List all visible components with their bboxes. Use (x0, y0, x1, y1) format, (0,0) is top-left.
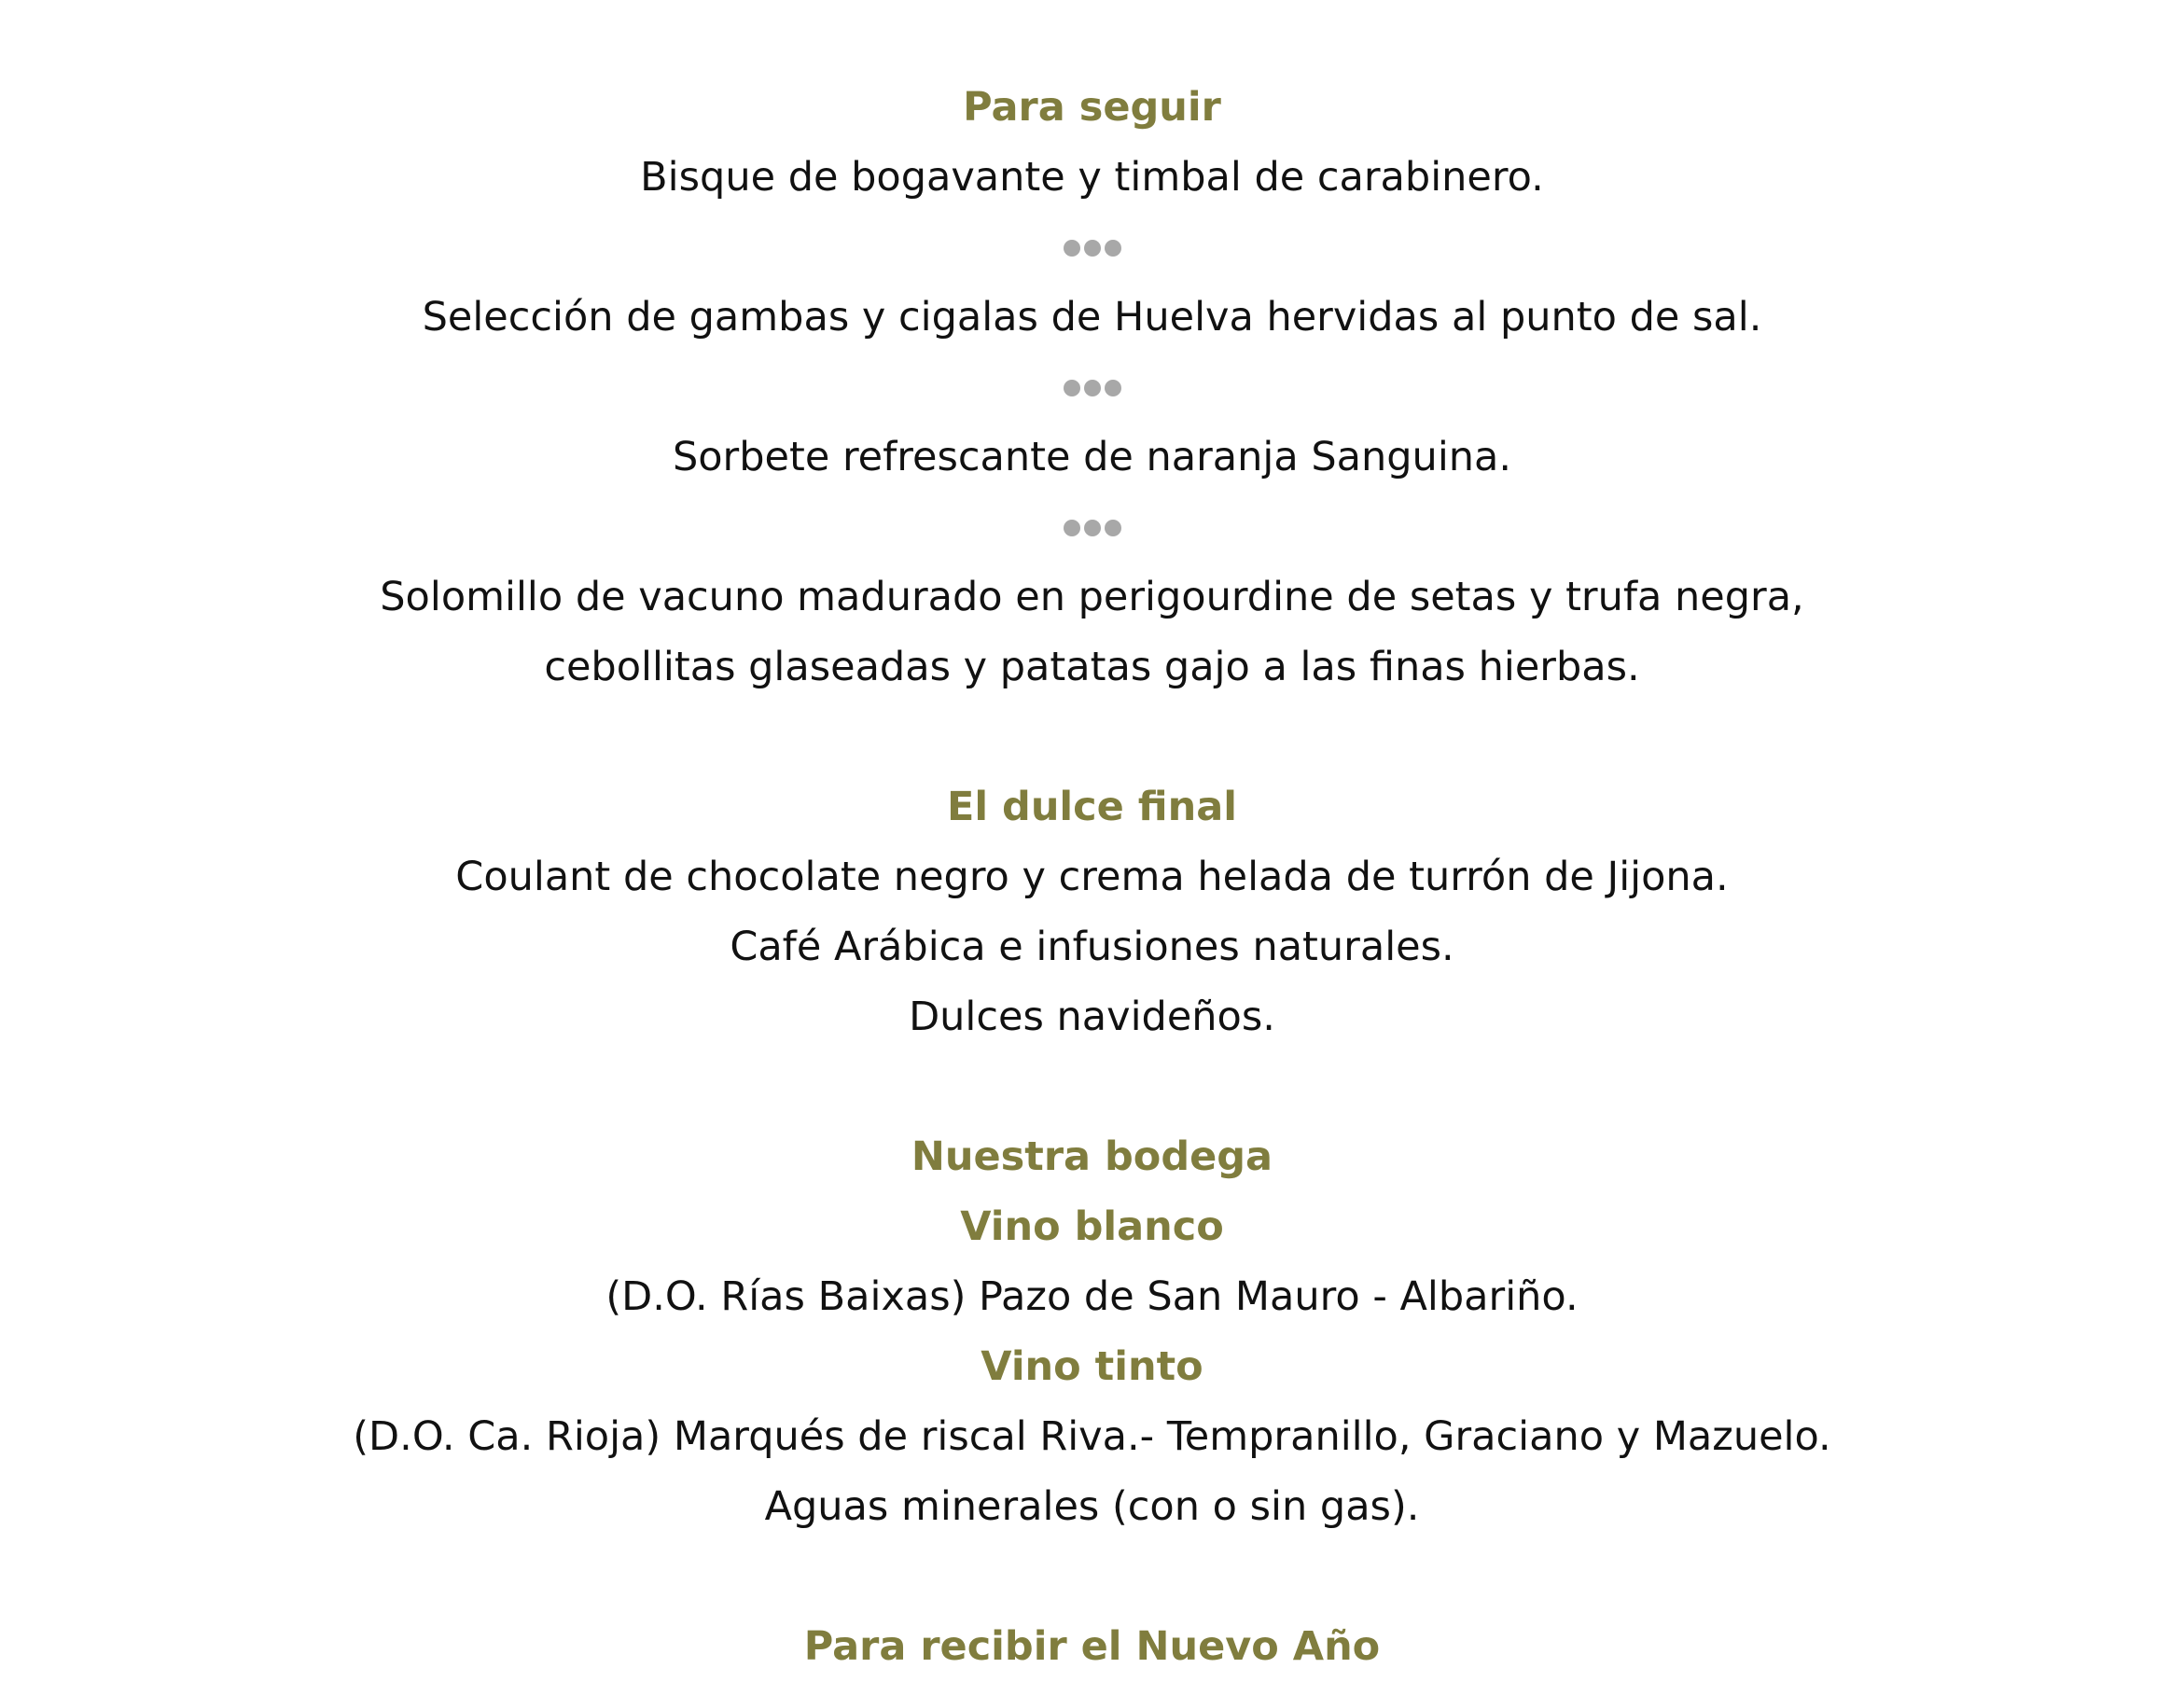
menu-item: Aguas minerales (con o sin gas). (764, 1483, 1420, 1530)
menu-item: Solomillo de vacuno madurado en perigourdine de setas y trufa negra, (380, 574, 1804, 620)
menu-item: Coulant de chocolate negro y crema helada de turrón de Jijona. (455, 854, 1729, 900)
subheading-vino-tinto: Vino tinto (981, 1343, 1203, 1390)
menu-item: Dulces navideños. (909, 994, 1275, 1040)
section-heading-el-dulce-final: El dulce final (946, 784, 1238, 830)
menu-item: (D.O. Rías Baixas) Pazo de San Mauro - Albariño. (605, 1273, 1579, 1320)
menu-item: (D.O. Ca. Rioja) Marqués de riscal Riva.- Tempranillo, Graciano y Mazuelo. (353, 1413, 1831, 1460)
menu-item: Selección de gambas y cigalas de Huelva hervidas al punto de sal. (422, 294, 1762, 341)
section-heading-nuevo-ano: Para recibir el Nuevo Año (803, 1623, 1381, 1670)
separator-dots (0, 213, 2184, 283)
section-heading-para-seguir: Para seguir (963, 84, 1221, 131)
menu-item: Café Arábica e infusiones naturales. (730, 924, 1454, 970)
menu-item: cebollitas glaseadas y patatas gajo a las finas hierbas. (544, 644, 1640, 690)
separator-dots (0, 493, 2184, 563)
section-heading-nuestra-bodega: Nuestra bodega (911, 1133, 1273, 1180)
subheading-vino-blanco: Vino blanco (960, 1203, 1224, 1250)
separator-dots (0, 353, 2184, 423)
menu-item: Bisque de bogavante y timbal de carabinero. (640, 154, 1544, 201)
menu-item: Sorbete refrescante de naranja Sanguina. (672, 434, 1512, 480)
